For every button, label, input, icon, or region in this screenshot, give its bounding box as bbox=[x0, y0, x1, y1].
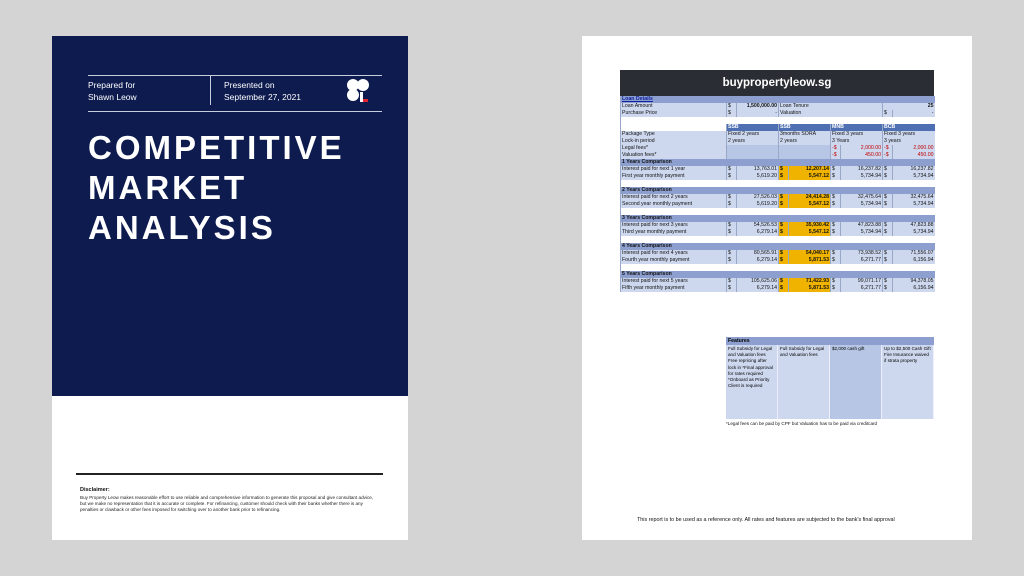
table-row bbox=[621, 131, 935, 138]
value-cell: 16,237.82 bbox=[841, 166, 883, 173]
cover-title bbox=[88, 128, 345, 248]
currency-symbol: $ bbox=[727, 285, 737, 292]
table-cell: -$ bbox=[883, 152, 893, 159]
currency-symbol: $ bbox=[779, 229, 789, 236]
value-cell: 6,279.14 bbox=[737, 257, 779, 264]
currency-symbol: $ bbox=[831, 194, 841, 201]
table-row bbox=[621, 145, 935, 152]
currency-symbol: $ bbox=[831, 257, 841, 264]
bank-name: SSB bbox=[727, 124, 779, 131]
value-cell: 5,734.94 bbox=[841, 201, 883, 208]
report-header: buypropertyleow.sg bbox=[620, 70, 934, 96]
section-row bbox=[621, 159, 935, 166]
spacer-row bbox=[621, 180, 935, 187]
table-row bbox=[621, 96, 935, 103]
value-cell: 13,763.01 bbox=[737, 166, 779, 173]
currency-symbol: $ bbox=[779, 173, 789, 180]
spacer-row bbox=[621, 236, 935, 243]
spacer bbox=[621, 180, 935, 187]
divider-bottom bbox=[88, 111, 382, 112]
table-cell: Legal fees* bbox=[621, 145, 727, 152]
section-title: 1 Years Comparison bbox=[621, 159, 935, 166]
title-line: MARKET bbox=[88, 169, 248, 206]
value-cell: 5,734.94 bbox=[893, 173, 935, 180]
value-cell: 6,279.14 bbox=[737, 285, 779, 292]
table-cell: $ bbox=[883, 110, 893, 117]
table-cell: - bbox=[737, 110, 779, 117]
currency-symbol: $ bbox=[727, 166, 737, 173]
currency-symbol: $ bbox=[883, 201, 893, 208]
legal-footnote: *Legal fees can be paid by CPF but Valuation has to be paid via creditcard bbox=[726, 421, 878, 426]
value-cell: 12,207.14 bbox=[789, 166, 831, 173]
feature-column: Full Subsidy for Legal and Valuation fees bbox=[778, 345, 830, 419]
currency-symbol: $ bbox=[779, 278, 789, 285]
table-cell: -$ bbox=[883, 145, 893, 152]
table-cell: Loan Amount bbox=[621, 103, 727, 110]
currency-symbol: $ bbox=[727, 278, 737, 285]
prepared-for bbox=[88, 79, 137, 103]
disclaimer-rule bbox=[76, 473, 383, 475]
table-cell bbox=[621, 124, 727, 131]
row-label: Fourth year monthly payment bbox=[621, 257, 727, 264]
currency-symbol: $ bbox=[831, 229, 841, 236]
section-title: 4 Years Comparison bbox=[621, 243, 935, 250]
value-cell: 105,625.06 bbox=[737, 278, 779, 285]
comparison-table bbox=[620, 96, 935, 292]
loan-tenure-value: 25 bbox=[883, 103, 935, 110]
meta-separator bbox=[210, 75, 211, 105]
currency-symbol: $ bbox=[779, 250, 789, 257]
value-cell: 5,619.20 bbox=[737, 201, 779, 208]
currency-symbol: $ bbox=[779, 285, 789, 292]
table-cell: Loan Tenure bbox=[779, 103, 883, 110]
currency-symbol: $ bbox=[779, 194, 789, 201]
table-row bbox=[621, 138, 935, 145]
currency-symbol: $ bbox=[727, 257, 737, 264]
currency-symbol: $ bbox=[831, 250, 841, 257]
row-label: Interest paid for next 1 year bbox=[621, 166, 727, 173]
currency-symbol: $ bbox=[727, 173, 737, 180]
section-row bbox=[621, 187, 935, 194]
value-cell: 6,279.14 bbox=[737, 229, 779, 236]
table-cell: Valuation bbox=[779, 110, 883, 117]
value-cell: 24,414.28 bbox=[789, 194, 831, 201]
disclaimer-heading: Disclaimer: bbox=[80, 487, 110, 493]
table-cell: Fixed 2 years bbox=[727, 131, 779, 138]
row-label: Second year monthly payment bbox=[621, 201, 727, 208]
table-cell: $ bbox=[727, 103, 737, 110]
spacer-row bbox=[621, 208, 935, 215]
interest-row bbox=[621, 222, 935, 229]
table-cell: 2,000.00 bbox=[893, 145, 935, 152]
currency-symbol: $ bbox=[883, 229, 893, 236]
table-cell: 450.00 bbox=[841, 152, 883, 159]
currency-symbol: $ bbox=[883, 278, 893, 285]
currency-symbol: $ bbox=[779, 201, 789, 208]
table-cell: 2 years bbox=[779, 138, 831, 145]
value-cell: 47,823.88 bbox=[841, 222, 883, 229]
bank-name: SSB bbox=[779, 124, 831, 131]
section-row bbox=[621, 215, 935, 222]
cover-banner bbox=[52, 36, 408, 396]
table-cell: 3 years bbox=[883, 138, 935, 145]
bank-header-row bbox=[621, 124, 935, 131]
value-cell: 5,871.53 bbox=[789, 285, 831, 292]
spacer bbox=[621, 264, 935, 271]
table-cell bbox=[727, 145, 779, 152]
spacer bbox=[621, 236, 935, 243]
table-cell bbox=[779, 152, 831, 159]
value-cell: 71,422.93 bbox=[789, 278, 831, 285]
section-title: 5 Years Comparison bbox=[621, 271, 935, 278]
value-cell: 5,734.94 bbox=[893, 201, 935, 208]
table-cell: -$ bbox=[831, 145, 841, 152]
table-cell: 3 Years bbox=[831, 138, 883, 145]
value-cell: 5,547.12 bbox=[789, 229, 831, 236]
spacer-row bbox=[621, 264, 935, 271]
monthly-row bbox=[621, 173, 935, 180]
value-cell: 6,271.77 bbox=[841, 257, 883, 264]
value-cell: 27,526.03 bbox=[737, 194, 779, 201]
currency-symbol: $ bbox=[727, 222, 737, 229]
value-cell: 6,156.94 bbox=[893, 285, 935, 292]
row-label: Interest paid for next 5 years bbox=[621, 278, 727, 285]
bank-name: MNB bbox=[831, 124, 883, 131]
table-cell: - bbox=[893, 110, 935, 117]
value-cell: 80,565.91 bbox=[737, 250, 779, 257]
prepared-label: Prepared for bbox=[88, 80, 136, 90]
currency-symbol: $ bbox=[779, 257, 789, 264]
presented-on bbox=[224, 79, 301, 103]
value-cell: 47,823.88 bbox=[893, 222, 935, 229]
table-row bbox=[621, 110, 935, 117]
disclaimer-text: Buy Property Leow makes reasonable effort to use reliable and comprehensive information to generate this proposal and give consultant advice, but we make no representation that it is accurate or complete. For refinancing, customer should check with their banks whether there is any penalties or clawback or other fees imposed for switching over to another bank prior to refinancing. bbox=[80, 495, 374, 512]
value-cell: 32,475.64 bbox=[893, 194, 935, 201]
loan-details-title: Loan Details bbox=[621, 96, 935, 103]
brand-logo-icon bbox=[346, 78, 370, 104]
value-cell: 5,734.94 bbox=[841, 229, 883, 236]
currency-symbol: $ bbox=[727, 201, 737, 208]
value-cell: 6,271.77 bbox=[841, 285, 883, 292]
reference-note: This report is to be used as a reference only. All rates and features are subjected to the bank's final approval bbox=[637, 517, 895, 523]
table-cell: 450.00 bbox=[893, 152, 935, 159]
currency-symbol: $ bbox=[883, 222, 893, 229]
currency-symbol: $ bbox=[831, 222, 841, 229]
currency-symbol: $ bbox=[883, 257, 893, 264]
table-cell bbox=[779, 145, 831, 152]
value-cell: 5,619.20 bbox=[737, 173, 779, 180]
value-cell: 5,547.12 bbox=[789, 201, 831, 208]
table-cell: 2,000.00 bbox=[841, 145, 883, 152]
features-title: Features bbox=[726, 337, 934, 345]
row-label: Fifth year monthly payment bbox=[621, 285, 727, 292]
value-cell: 35,930.42 bbox=[789, 222, 831, 229]
currency-symbol: $ bbox=[831, 173, 841, 180]
row-label: Third year monthly payment bbox=[621, 229, 727, 236]
report-page bbox=[582, 36, 972, 540]
bank-name: BCB bbox=[883, 124, 935, 131]
currency-symbol: $ bbox=[831, 278, 841, 285]
section-row bbox=[621, 271, 935, 278]
currency-symbol: $ bbox=[831, 201, 841, 208]
spacer bbox=[621, 208, 935, 215]
table-cell: 2 years bbox=[727, 138, 779, 145]
row-label: Interest paid for next 2 years bbox=[621, 194, 727, 201]
value-cell: 73,938.52 bbox=[841, 250, 883, 257]
table-cell: Valuation fees* bbox=[621, 152, 727, 159]
currency-symbol: $ bbox=[883, 250, 893, 257]
currency-symbol: $ bbox=[883, 166, 893, 173]
feature-column: $2,000 cash gift bbox=[830, 345, 882, 419]
monthly-row bbox=[621, 201, 935, 208]
presented-date: September 27, 2021 bbox=[224, 92, 302, 102]
currency-symbol: $ bbox=[779, 166, 789, 173]
value-cell: 5,547.12 bbox=[789, 173, 831, 180]
table-cell: Lock-in period bbox=[621, 138, 727, 145]
interest-row bbox=[621, 250, 935, 257]
value-cell: 5,871.53 bbox=[789, 257, 831, 264]
table-body bbox=[621, 96, 935, 292]
currency-symbol: $ bbox=[727, 229, 737, 236]
currency-symbol: $ bbox=[883, 285, 893, 292]
table-cell: $ bbox=[727, 110, 737, 117]
value-cell: 54,526.53 bbox=[737, 222, 779, 229]
table-cell: 3months SORA bbox=[779, 131, 831, 138]
title-line: COMPETITIVE bbox=[88, 129, 345, 166]
currency-symbol: $ bbox=[883, 194, 893, 201]
row-label: First year monthly payment bbox=[621, 173, 727, 180]
feature-column: Up to $2,500 Cash Gift Fire Insurance waived if strata property bbox=[882, 345, 934, 419]
table-cell bbox=[727, 152, 779, 159]
table-cell: Package Type bbox=[621, 131, 727, 138]
value-cell: 6,156.94 bbox=[893, 257, 935, 264]
value-cell: 5,734.94 bbox=[893, 229, 935, 236]
table-row bbox=[621, 117, 935, 124]
interest-row bbox=[621, 194, 935, 201]
section-row bbox=[621, 243, 935, 250]
prepared-name: Shawn Leow bbox=[88, 92, 137, 102]
loan-amount-value: 1,500,000.00 bbox=[737, 103, 779, 110]
value-cell: 94,378.05 bbox=[893, 278, 935, 285]
currency-symbol: $ bbox=[831, 166, 841, 173]
interest-row bbox=[621, 166, 935, 173]
monthly-row bbox=[621, 229, 935, 236]
interest-row bbox=[621, 278, 935, 285]
feature-column: Full Subsidy for Legal and Valuation fees Free repricing after lock in *Final approval for rates required *Onboard as Priority Client is required bbox=[726, 345, 778, 419]
value-cell: 54,040.17 bbox=[789, 250, 831, 257]
table-row bbox=[621, 152, 935, 159]
table-cell: Purchase Price bbox=[621, 110, 727, 117]
divider-top bbox=[88, 75, 382, 76]
cover-page bbox=[52, 36, 408, 540]
currency-symbol: $ bbox=[779, 222, 789, 229]
table-row bbox=[621, 103, 935, 110]
row-label: Interest paid for next 3 years bbox=[621, 222, 727, 229]
monthly-row bbox=[621, 257, 935, 264]
table-cell: Fixed 3 years bbox=[831, 131, 883, 138]
value-cell: 16,237.82 bbox=[893, 166, 935, 173]
spacer bbox=[621, 117, 935, 124]
value-cell: 5,734.94 bbox=[841, 173, 883, 180]
currency-symbol: $ bbox=[831, 285, 841, 292]
section-title: 2 Years Comparison bbox=[621, 187, 935, 194]
features-panel bbox=[726, 337, 934, 419]
table-cell: -$ bbox=[831, 152, 841, 159]
value-cell: 71,556.07 bbox=[893, 250, 935, 257]
value-cell: 99,071.17 bbox=[841, 278, 883, 285]
currency-symbol: $ bbox=[883, 173, 893, 180]
section-title: 3 Years Comparison bbox=[621, 215, 935, 222]
row-label: Interest paid for next 4 years bbox=[621, 250, 727, 257]
title-line: ANALYSIS bbox=[88, 209, 276, 246]
currency-symbol: $ bbox=[727, 250, 737, 257]
monthly-row bbox=[621, 285, 935, 292]
value-cell: 32,475.64 bbox=[841, 194, 883, 201]
presented-label: Presented on bbox=[224, 80, 275, 90]
table-cell: Fixed 3 years bbox=[883, 131, 935, 138]
currency-symbol: $ bbox=[727, 194, 737, 201]
